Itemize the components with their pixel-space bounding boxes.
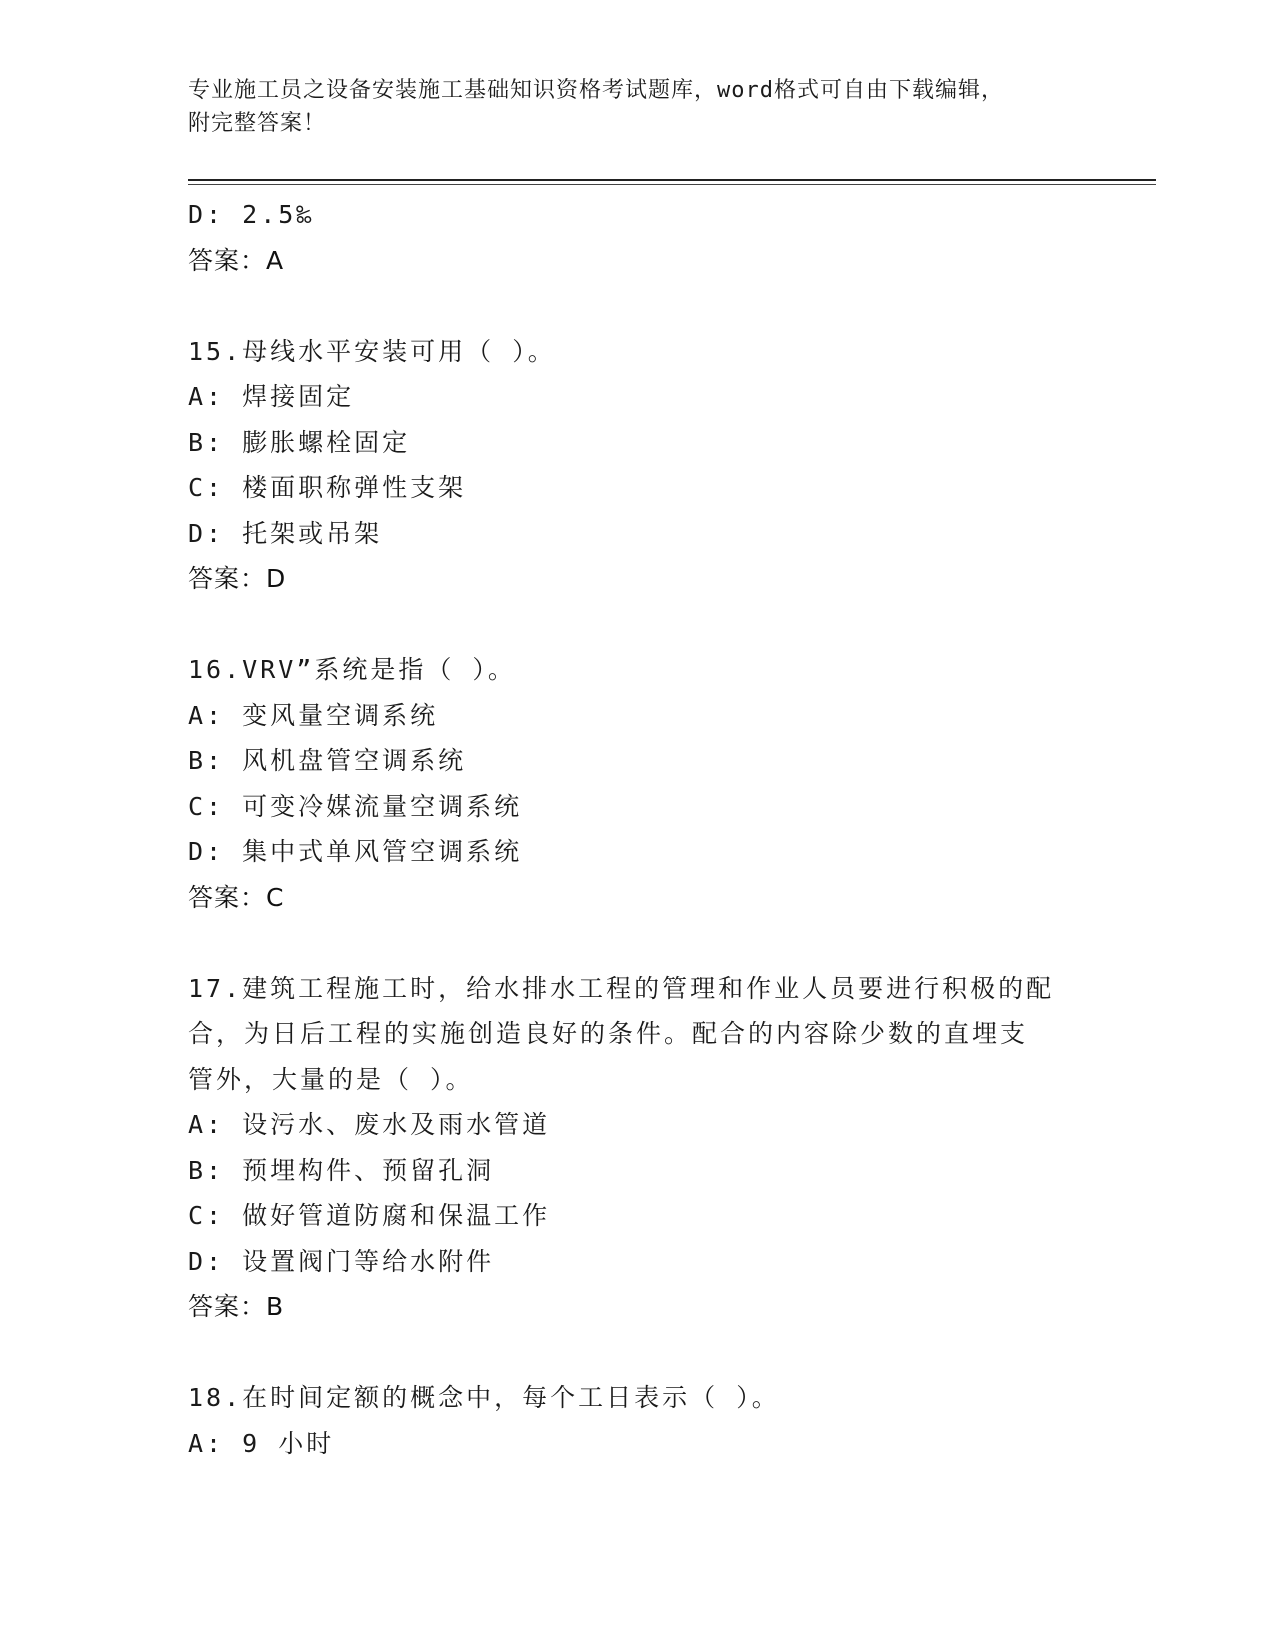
question-text-line-3: 管外，大量的是（ ）。 <box>188 1064 474 1094</box>
option-a: A: 设污水、废水及雨水管道 <box>188 1110 551 1139</box>
question-text: 16.VRV”系统是指（ ）。 <box>188 655 516 684</box>
answer-line: 答案：B <box>188 1292 285 1321</box>
question-text-line-2: 合，为日后工程的实施创造良好的条件。配合的内容除少数的直埋支 <box>188 1019 1029 1048</box>
question-list <box>188 192 1088 1466</box>
option-d: D: 设置阀门等给水附件 <box>188 1246 495 1276</box>
header-divider-thick <box>188 179 1156 181</box>
option-a: A: 焊接固定 <box>188 382 355 411</box>
option-d: D: 集中式单风管空调系统 <box>188 837 523 866</box>
option-a: A: 变风量空调系统 <box>188 700 439 730</box>
option-d: D: 托架或吊架 <box>188 518 383 548</box>
question-block-17 <box>188 966 1088 1330</box>
question-block-14-tail <box>188 192 1088 283</box>
option-a: A: 9 小时 <box>188 1428 335 1458</box>
answer-line: 答案：D <box>188 564 287 593</box>
header-divider-thin <box>188 184 1156 185</box>
question-block-15 <box>188 329 1088 602</box>
answer-line: 答案：A <box>188 245 285 275</box>
option-b: B: 预埋构件、预留孔洞 <box>188 1155 495 1185</box>
page-header <box>188 74 1068 140</box>
question-text: 18.在时间定额的概念中，每个工日表示（ ）。 <box>188 1383 780 1412</box>
option-b: B: 膨胀螺栓固定 <box>188 427 411 457</box>
option-d: D: 2.5‰ <box>188 200 315 229</box>
option-c: C: 楼面职称弹性支架 <box>188 473 467 502</box>
spacer <box>188 602 1088 648</box>
question-text: 15.母线水平安装可用（ ）。 <box>188 336 556 366</box>
spacer <box>188 283 1088 329</box>
answer-line: 答案：C <box>188 882 285 912</box>
option-c: C: 做好管道防腐和保温工作 <box>188 1201 551 1230</box>
header-line-1: 专业施工员之设备安装施工基础知识资格考试题库，word格式可自由下载编辑， <box>188 78 1004 103</box>
question-block-16 <box>188 647 1088 920</box>
question-text-line-1: 17.建筑工程施工时，给水排水工程的管理和作业人员要进行积极的配 <box>188 973 1055 1003</box>
option-b: B: 风机盘管空调系统 <box>188 746 467 775</box>
question-block-18 <box>188 1375 1088 1466</box>
option-c: C: 可变冷媒流量空调系统 <box>188 791 523 821</box>
spacer <box>188 1330 1088 1376</box>
spacer <box>188 920 1088 966</box>
header-line-2: 附完整答案！ <box>188 111 327 136</box>
